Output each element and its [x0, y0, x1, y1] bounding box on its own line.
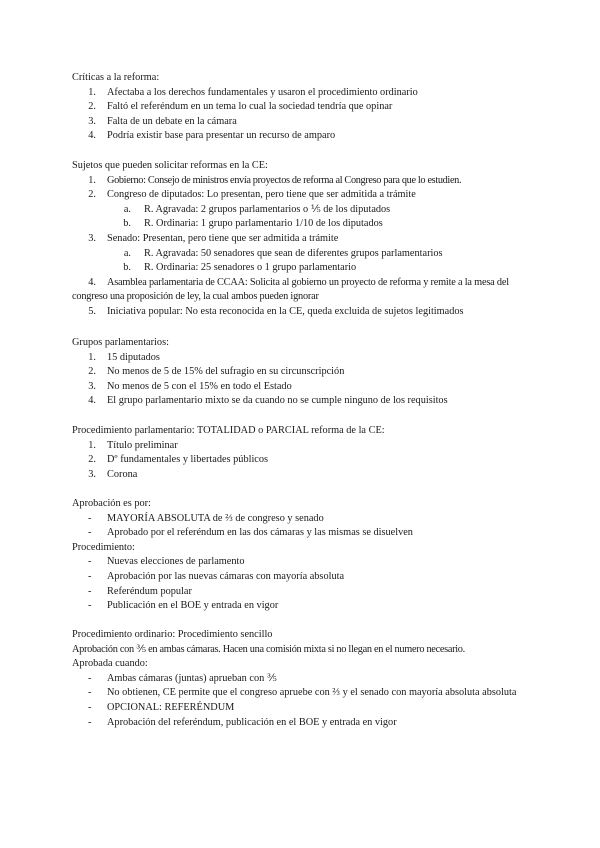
list-item [72, 701, 530, 716]
list-item [72, 716, 530, 731]
section-heading: Procedimiento: [72, 541, 135, 553]
list-marker: - [88, 512, 92, 524]
list-item [72, 115, 530, 130]
list-marker: 4. [88, 130, 96, 142]
list-marker: - [88, 716, 92, 728]
list-item-text: Dº fundamentales y libertades públicos [107, 454, 269, 466]
list-item [72, 305, 530, 320]
list-item-text: Publicación en el BOE y entrada en vigor [107, 600, 279, 612]
sub-list-item [72, 203, 530, 218]
list-marker: - [88, 570, 92, 582]
list-item [72, 188, 530, 203]
list-item-text: R. Agravada: 2 grupos parlamentarios o ⅕ de los diputados [144, 203, 391, 215]
list-item-text: Senado: Presentan, pero tiene que ser admitida a trámite [107, 232, 339, 244]
list-item-text: Aprobación del referéndum, publicación en el BOE y entrada en vigor [107, 716, 397, 728]
section-procedimiento-parlamentario [72, 424, 530, 482]
list-marker: 2. [88, 189, 96, 201]
list-marker: - [88, 687, 92, 699]
list-item-text: OPCIONAL: REFERÉNDUM [107, 701, 235, 713]
section-heading: Críticas a la reforma: [72, 72, 160, 83]
section-heading: Procedimiento ordinario: Procedimiento sencillo [72, 629, 273, 640]
list-marker: - [88, 672, 92, 684]
list-item-text: Gobierno: Consejo de ministros envía proyectos de reforma al Congreso para que lo estudien. [107, 174, 462, 186]
sub-list-item [72, 261, 530, 276]
list-item-text: No obtienen, CE permite que el congreso apruebe con ⅔ y el senado con mayoría absoluta absoluta [107, 687, 517, 699]
list-item [72, 394, 530, 409]
list-marker: - [88, 600, 92, 612]
list-item [72, 380, 530, 395]
section-heading: Procedimiento parlamentario: TOTALIDAD o PARCIAL reforma de la CE: [72, 425, 385, 436]
list-item-text: R. Ordinaria: 25 senadores o 1 grupo parlamentario [144, 262, 357, 274]
list-item-text: Podría existir base para presentar un recurso de amparo [107, 130, 336, 142]
list-item-text: Título preliminar [107, 439, 178, 451]
list-marker: 4. [88, 395, 96, 407]
list-item-text: 15 diputados [107, 351, 160, 363]
list-marker: 4. [88, 276, 96, 288]
list-item-text: Iniciativa popular: No esta reconocida en la CE, queda excluida de sujetos legitimados [107, 305, 464, 317]
list-item-text: MAYORÍA ABSOLUTA de ⅔ de congreso y senado [107, 512, 324, 524]
list-item-text: R. Ordinaria: 1 grupo parlamentario 1/10 de los diputados [144, 218, 383, 230]
list-item-text: Faltó el referéndum en un tema lo cual la sociedad tendría que opinar [107, 101, 393, 113]
list-item [72, 453, 530, 468]
paragraph-line: Aprobación con ⅗ en ambas cámaras. Hacen una comisión mixta si no llegan en el numero necesario. [72, 643, 465, 655]
list-item-text: Ambas cámaras (juntas) aprueban con ⅗ [107, 672, 277, 684]
list-item-text: Aprobado por el referéndum en las dos cámaras y las mismas se disuelven [107, 527, 413, 539]
section-procedimiento-ordinario [72, 628, 530, 730]
sub-list-item [72, 247, 530, 262]
list-item [72, 686, 530, 701]
list-marker: 3. [88, 232, 96, 244]
list-item [72, 468, 530, 483]
sub-list-item [72, 217, 530, 232]
section-heading: Grupos parlamentarios: [72, 337, 169, 348]
list-item-text: No menos de 5 de 15% del sufragio en su circunscripción [107, 366, 345, 378]
section-aprobacion [72, 497, 530, 614]
list-item-text: Falta de un debate en la cámara [107, 115, 237, 127]
list-marker: 1. [88, 86, 96, 98]
list-marker: 2. [88, 366, 96, 378]
list-item-text: Nuevas elecciones de parlamento [107, 556, 245, 568]
list-item [72, 129, 530, 144]
list-item [72, 555, 530, 570]
list-item-text: Aprobación por las nuevas cámaras con mayoría absoluta [107, 570, 345, 582]
list-item [72, 232, 530, 247]
list-item [72, 526, 530, 541]
list-item [72, 672, 530, 687]
list-item-text: El grupo parlamentario mixto se da cuando no se cumple ninguno de los requisitos [107, 395, 448, 407]
paragraph-line: Aprobada cuando: [72, 658, 148, 670]
list-marker: 5. [88, 305, 96, 317]
list-item [72, 570, 530, 585]
list-marker: 2. [88, 101, 96, 113]
list-marker: 1. [88, 174, 96, 186]
list-marker: b. [123, 262, 131, 274]
section-grupos [72, 336, 530, 409]
list-item [72, 86, 530, 101]
list-item-text: R. Agravada: 50 senadores que sean de diferentes grupos parlamentarios [144, 247, 443, 259]
section-sujetos [72, 159, 530, 320]
list-item [72, 512, 530, 527]
section-criticas [72, 71, 530, 144]
list-marker: 3. [88, 115, 96, 127]
list-marker: 2. [88, 454, 96, 466]
list-marker: a. [123, 247, 131, 259]
section-heading: Aprobación es por: [72, 498, 151, 509]
list-item [72, 585, 530, 600]
list-item [72, 351, 530, 366]
list-item-text: Referéndum popular [107, 585, 192, 597]
list-marker: 3. [88, 380, 96, 392]
list-item-text: No menos de 5 con el 15% en todo el Estado [107, 380, 292, 392]
list-item-text: Asamblea parlamentaria de CCAA: Solicita al gobierno un proyecto de reforma y remite a la mesa del congreso una proposición de ley, la cual ambos pueden ignorar [72, 276, 509, 303]
list-item [72, 599, 530, 614]
list-item [72, 174, 530, 189]
list-item-text: Congreso de diputados: Lo presentan, pero tiene que ser admitida a trámite [107, 189, 416, 201]
list-item [72, 439, 530, 454]
list-item [72, 276, 530, 305]
section-heading: Sujetos que pueden solicitar reformas en la CE: [72, 160, 268, 171]
list-marker: 1. [88, 439, 96, 451]
list-item [72, 100, 530, 115]
list-marker: - [88, 585, 92, 597]
list-marker: 1. [88, 351, 96, 363]
list-marker: b. [123, 218, 131, 230]
list-marker: - [88, 527, 92, 539]
list-marker: 3. [88, 468, 96, 480]
list-item-text: Corona [107, 468, 138, 480]
list-marker: a. [123, 203, 131, 215]
list-marker: - [88, 556, 92, 568]
list-marker: - [88, 701, 92, 713]
list-item-text: Afectaba a los derechos fundamentales y usaron el procedimiento ordinario [107, 86, 418, 98]
list-item [72, 365, 530, 380]
